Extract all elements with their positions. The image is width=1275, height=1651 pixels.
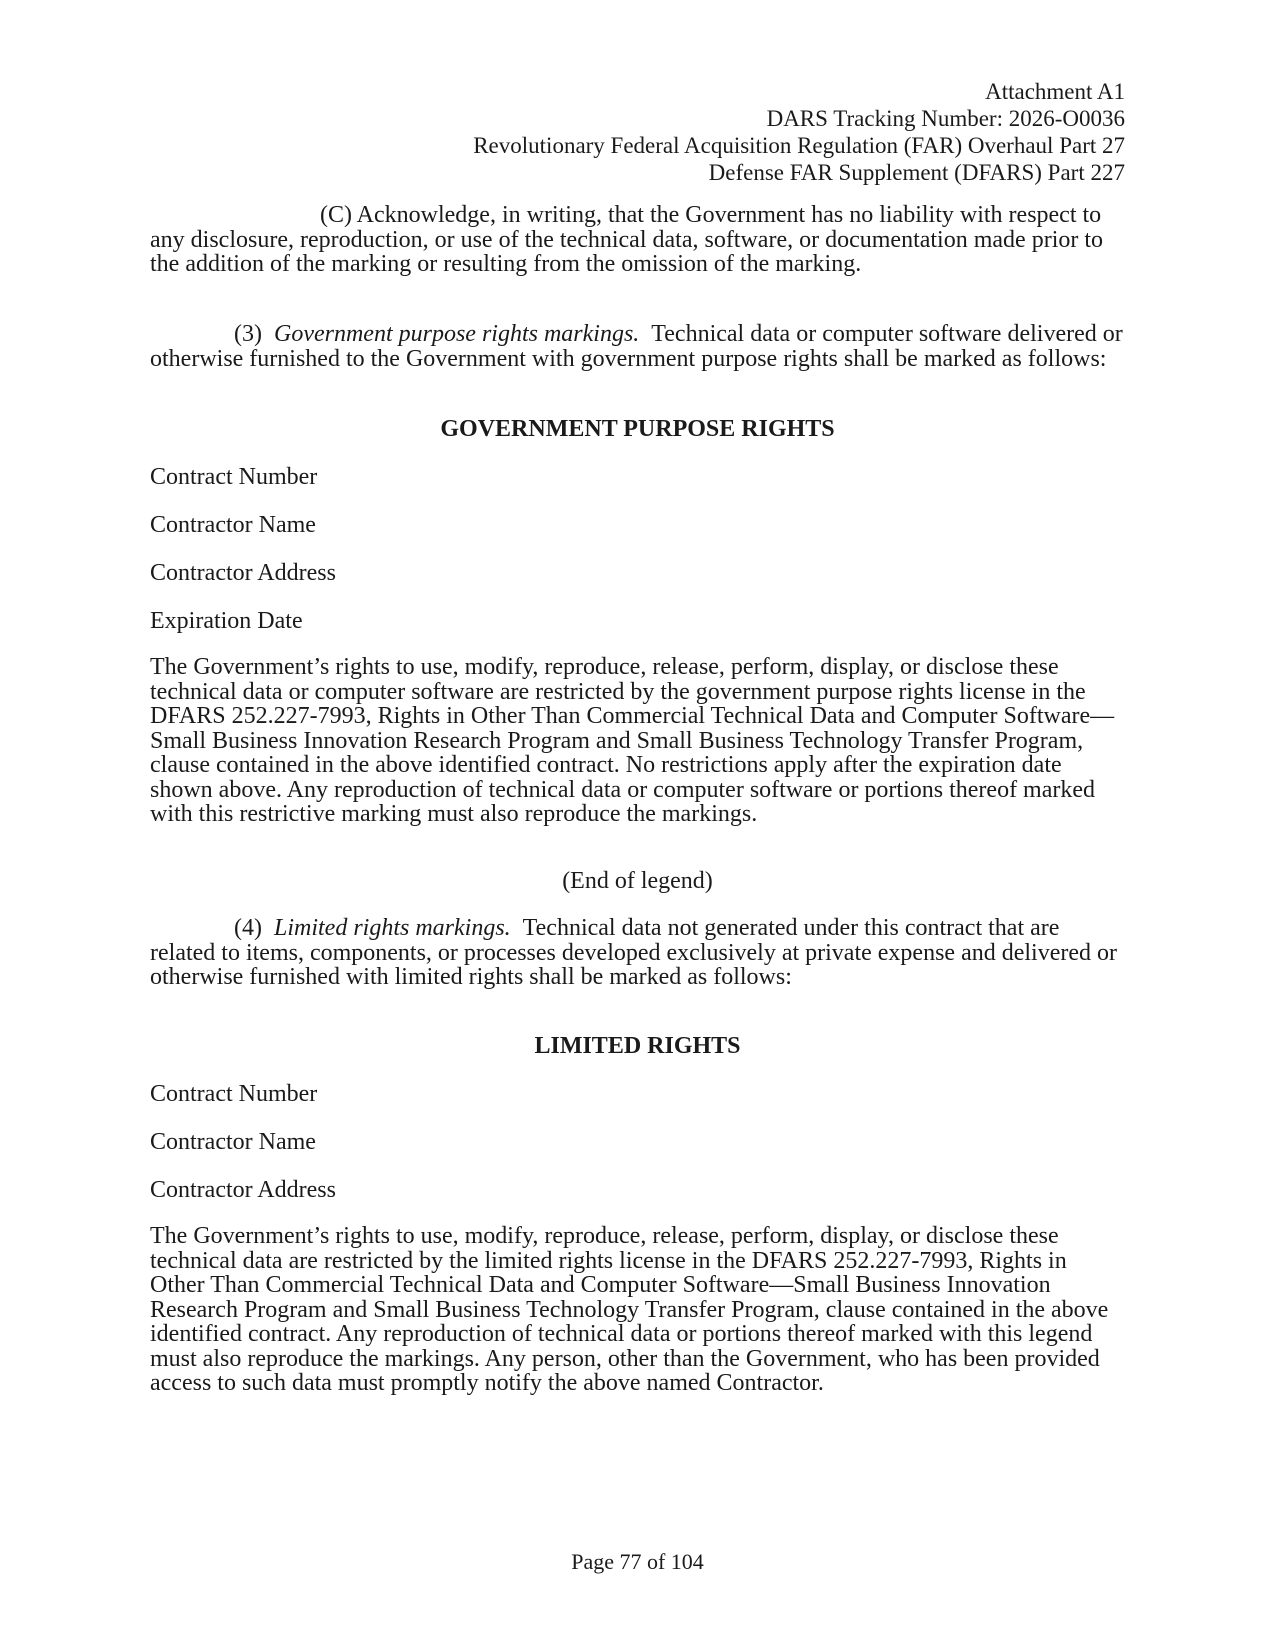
paragraph-3-title: Government purpose rights markings. [273,321,640,347]
gpr-end-wrap [150,868,1125,894]
gpr-field-expiration-date: Expiration Date [150,608,303,634]
paragraph-4-title: Limited rights markings. [273,915,511,941]
gpr-heading: GOVERNMENT PURPOSE RIGHTS [440,416,835,442]
end-of-legend: (End of legend) [562,868,713,894]
lr-field-contract-number: Contract Number [150,1081,318,1107]
paragraph-4-text: Technical data not generated under this contract that are related to items, components, or processes developed exclusively at private expense and delivered or otherwise furnished with limited rights shall be marked as follows: [150,915,1117,990]
page-number: Page 77 of 104 [571,1549,704,1574]
lr-field-contractor-name: Contractor Name [150,1129,316,1155]
lr-body: The Government’s rights to use, modify, reproduce, release, perform, display, or disclose these technical data are restricted by the limited rights license in the DFARS 252.227-7993, Rights in Other Than Commercial Technical Data and Computer Software—Small Business Innovation Research Program and Small Business Technology Transfer Program, clause contained in the above identified contract. Any reproduction of technical data or portions thereof marked with this legend must also reproduce the markings. Any person, other than the Government, who has been provided access to such data must promptly notify the above named Contractor. [150,1223,1109,1396]
paragraph-c [150,203,1125,277]
lr-field [150,1177,1125,1203]
lr-field-contractor-address: Contractor Address [150,1177,336,1203]
gpr-field [150,464,1125,490]
paragraph-4-number: (4) [234,915,262,941]
gpr-heading-wrap [150,416,1125,442]
gpr-field-contractor-address: Contractor Address [150,560,336,586]
gpr-body: The Government’s rights to use, modify, reproduce, release, perform, display, or disclose these technical data or computer software are restricted by the government purpose rights license in the DFARS 252.227-7993, Rights in Other Than Commercial Technical Data and Computer Software—Small Business Innovation Research Program and Small Business Technology Transfer Program, clause contained in the above identified contract. No restrictions apply after the expiration date shown above. Any reproduction of technical data or computer software or portions thereof marked with this restrictive marking must also reproduce the markings. [150,654,1115,827]
gpr-field [150,560,1125,586]
paragraph-4 [150,916,1125,990]
gpr-field-contract-number: Contract Number [150,464,318,490]
gpr-field-contractor-name: Contractor Name [150,512,316,538]
paragraph-c-text: (C) Acknowledge, in writing, that the Government has no liability with respect to any disclosure, reproduction, or use of the technical data, software, or documentation made prior to the addition of the marking or resulting from the omission of the marking. [150,202,1104,277]
lr-body-wrap [150,1224,1125,1396]
paragraph-3-number: (3) [234,321,262,347]
header-far-part: Revolutionary Federal Acquisition Regulation (FAR) Overhaul Part 27 [473,133,1125,158]
header-tracking-number: DARS Tracking Number: 2026-O0036 [766,106,1125,131]
page-header [473,78,1125,186]
lr-field [150,1081,1125,1107]
paragraph-3 [150,322,1125,371]
lr-heading-wrap [150,1033,1125,1059]
gpr-field [150,608,1125,634]
lr-heading: LIMITED RIGHTS [534,1033,741,1059]
header-attachment: Attachment A1 [985,79,1125,104]
paragraph-3-text: Technical data or computer software delivered or otherwise furnished to the Government with government purpose rights shall be marked as follows: [150,321,1123,372]
header-dfars-part: Defense FAR Supplement (DFARS) Part 227 [708,160,1125,185]
lr-field [150,1129,1125,1155]
gpr-body-wrap [150,655,1125,827]
gpr-field [150,512,1125,538]
